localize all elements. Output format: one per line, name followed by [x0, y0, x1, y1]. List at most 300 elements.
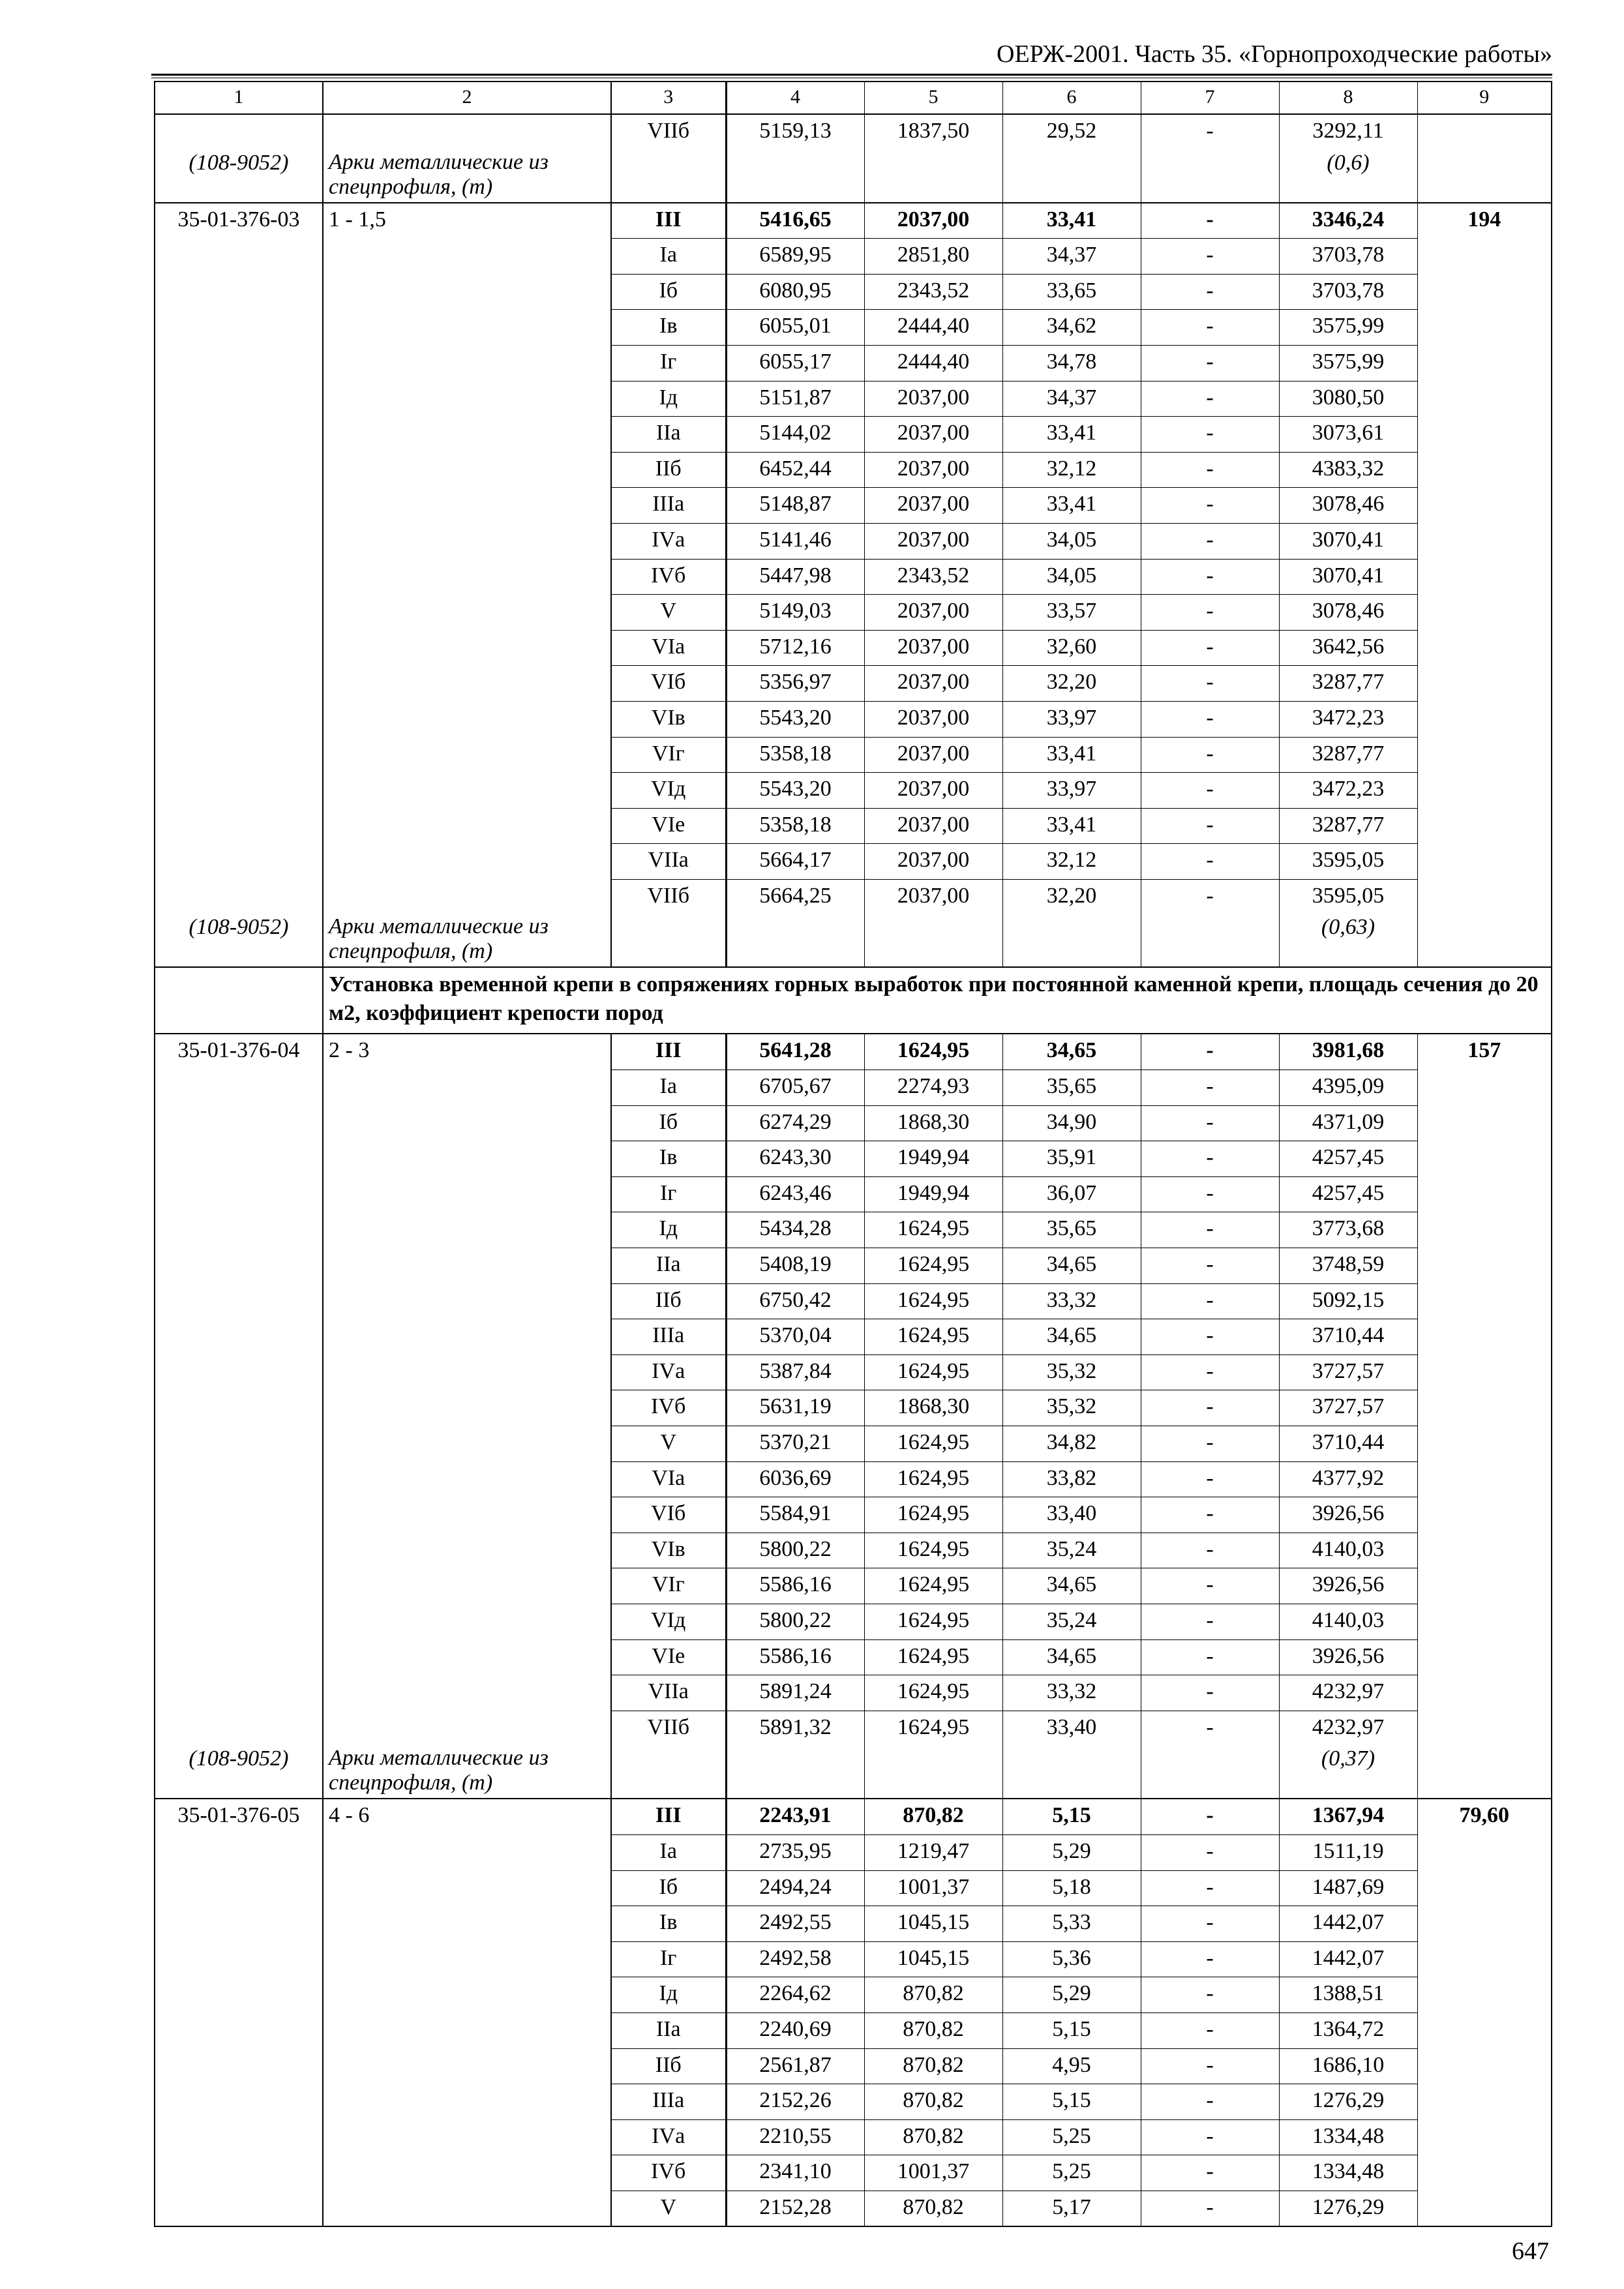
rate-code	[155, 559, 323, 595]
empty-cell	[1141, 1746, 1279, 1799]
direct-costs: 6055,01	[726, 310, 864, 346]
machine-operation: 32,12	[1002, 452, 1141, 488]
machine-operation: 33,82	[1002, 1461, 1141, 1497]
table-row	[155, 1977, 1552, 2013]
machine-operation: 33,41	[1002, 203, 1141, 239]
wages: 1949,94	[864, 1176, 1002, 1212]
rate-code	[155, 1283, 323, 1319]
materials: 1487,69	[1279, 1870, 1417, 1906]
labor-cost	[1417, 666, 1552, 702]
wages: 870,82	[864, 1977, 1002, 2013]
labor-cost	[1417, 2012, 1552, 2048]
materials: 4257,45	[1279, 1176, 1417, 1212]
zone-code: VIб	[611, 666, 726, 702]
wages: 1624,95	[864, 1568, 1002, 1604]
rock-hardness	[323, 595, 611, 631]
rock-hardness	[323, 1639, 611, 1675]
machinists-wages: -	[1141, 1906, 1279, 1942]
zone-code: IIб	[611, 2048, 726, 2084]
empty-cell	[611, 914, 726, 967]
wages: 2444,40	[864, 345, 1002, 381]
materials: 4232,97	[1279, 1675, 1417, 1711]
zone-code: V	[611, 595, 726, 631]
rock-hardness	[323, 2191, 611, 2226]
zone-code: IVа	[611, 1354, 726, 1390]
page-header-title: ОЕРЖ-2001. Часть 35. «Горнопроходческие работы»	[997, 40, 1552, 68]
rate-code	[155, 844, 323, 880]
labor-cost	[1417, 1675, 1552, 1711]
direct-costs: 5543,20	[726, 701, 864, 737]
machine-operation: 5,36	[1002, 1941, 1141, 1977]
wages: 1624,95	[864, 1604, 1002, 1639]
materials: 3575,99	[1279, 345, 1417, 381]
machinists-wages: -	[1141, 1176, 1279, 1212]
machinists-wages: -	[1141, 1497, 1279, 1533]
wages: 1624,95	[864, 1034, 1002, 1070]
wages: 1624,95	[864, 1212, 1002, 1248]
direct-costs: 6705,67	[726, 1070, 864, 1106]
materials: 3073,61	[1279, 417, 1417, 453]
column-number: 9	[1417, 82, 1552, 114]
wages: 2037,00	[864, 417, 1002, 453]
rate-code	[155, 1675, 323, 1711]
zone-code: IVб	[611, 2155, 726, 2191]
direct-costs: 5631,19	[726, 1390, 864, 1426]
materials: 3346,24	[1279, 203, 1417, 239]
wages: 1219,47	[864, 1834, 1002, 1870]
table-row	[155, 1711, 1552, 1746]
labor-cost	[1417, 1426, 1552, 1462]
machinists-wages: -	[1141, 773, 1279, 809]
materials: 3070,41	[1279, 559, 1417, 595]
rock-hardness	[323, 417, 611, 453]
zone-code: VIIа	[611, 1675, 726, 1711]
zone-code: Iа	[611, 239, 726, 275]
wages: 2037,00	[864, 452, 1002, 488]
labor-cost	[1417, 274, 1552, 310]
rock-hardness	[323, 1870, 611, 1906]
wages: 2444,40	[864, 310, 1002, 346]
direct-costs: 2152,28	[726, 2191, 864, 2226]
rock-hardness	[323, 1461, 611, 1497]
labor-cost	[1417, 737, 1552, 773]
direct-costs: 5370,04	[726, 1319, 864, 1355]
machinists-wages: -	[1141, 808, 1279, 844]
zone-code: Iб	[611, 1870, 726, 1906]
page-number: 647	[1512, 2237, 1549, 2265]
zone-code: VIе	[611, 808, 726, 844]
rate-code	[155, 1319, 323, 1355]
wages: 2037,00	[864, 630, 1002, 666]
machinists-wages: -	[1141, 274, 1279, 310]
column-number: 1	[155, 82, 323, 114]
machine-operation: 34,65	[1002, 1639, 1141, 1675]
table-row	[155, 1834, 1552, 1870]
materials: 1334,48	[1279, 2155, 1417, 2191]
machine-operation: 34,65	[1002, 1568, 1141, 1604]
machinists-wages: -	[1141, 595, 1279, 631]
rock-hardness	[323, 1711, 611, 1746]
rate-code	[155, 452, 323, 488]
rock-hardness	[323, 2119, 611, 2155]
rock-hardness	[323, 1283, 611, 1319]
machine-operation: 35,24	[1002, 1533, 1141, 1568]
empty-cell	[726, 150, 864, 203]
machine-operation: 33,41	[1002, 737, 1141, 773]
table-row	[155, 310, 1552, 346]
table-row	[155, 488, 1552, 524]
empty-cell	[1002, 914, 1141, 967]
machinists-wages: -	[1141, 417, 1279, 453]
wages: 1837,50	[864, 114, 1002, 150]
machine-operation: 32,20	[1002, 879, 1141, 914]
wages: 2274,93	[864, 1070, 1002, 1106]
materials: 3703,78	[1279, 274, 1417, 310]
machinists-wages: -	[1141, 2119, 1279, 2155]
machine-operation: 5,25	[1002, 2119, 1141, 2155]
rate-code	[155, 523, 323, 559]
machine-operation: 34,37	[1002, 239, 1141, 275]
direct-costs: 2561,87	[726, 2048, 864, 2084]
direct-costs: 2492,55	[726, 1906, 864, 1942]
wages: 2343,52	[864, 559, 1002, 595]
machine-operation: 34,82	[1002, 1426, 1141, 1462]
zone-code: Iа	[611, 1070, 726, 1106]
labor-cost	[1417, 879, 1552, 914]
rock-hardness	[323, 1426, 611, 1462]
labor-cost	[1417, 2191, 1552, 2226]
zone-code: IIIа	[611, 488, 726, 524]
rock-hardness	[323, 1977, 611, 2013]
machine-operation: 5,15	[1002, 1799, 1141, 1834]
direct-costs: 6055,17	[726, 345, 864, 381]
resource-code: (108-9052)	[155, 150, 323, 203]
rate-code	[155, 1906, 323, 1942]
wages: 1868,30	[864, 1390, 1002, 1426]
resource-quantity: (0,37)	[1279, 1746, 1417, 1799]
labor-cost	[1417, 701, 1552, 737]
direct-costs: 2735,95	[726, 1834, 864, 1870]
zone-code: III	[611, 1799, 726, 1834]
direct-costs: 6080,95	[726, 274, 864, 310]
machinists-wages: -	[1141, 737, 1279, 773]
table-row	[155, 701, 1552, 737]
rock-hardness	[323, 666, 611, 702]
labor-cost	[1417, 1105, 1552, 1141]
rock-hardness	[323, 1176, 611, 1212]
rate-code	[155, 595, 323, 631]
machine-operation: 35,32	[1002, 1390, 1141, 1426]
machine-operation: 33,40	[1002, 1711, 1141, 1746]
rate-code	[155, 1834, 323, 1870]
machine-operation: 32,20	[1002, 666, 1141, 702]
labor-cost	[1417, 844, 1552, 880]
labor-cost	[1417, 1390, 1552, 1426]
table-row	[155, 2048, 1552, 2084]
rock-hardness	[323, 701, 611, 737]
machinists-wages: -	[1141, 1834, 1279, 1870]
wages: 870,82	[864, 2012, 1002, 2048]
rate-code	[155, 1105, 323, 1141]
direct-costs: 5356,97	[726, 666, 864, 702]
machine-operation: 32,12	[1002, 844, 1141, 880]
wages: 2343,52	[864, 274, 1002, 310]
direct-costs: 5358,18	[726, 737, 864, 773]
wages: 2037,00	[864, 203, 1002, 239]
rock-hardness	[323, 773, 611, 809]
machine-operation: 35,24	[1002, 1604, 1141, 1639]
section-heading: Установка временной крепи в сопряжениях горных выработок при постоянной каменной крепи, площадь сечения до 20 м2, коэффициент крепости пород	[323, 967, 1552, 1034]
rock-hardness	[323, 310, 611, 346]
labor-cost	[1417, 2084, 1552, 2120]
machine-operation: 33,32	[1002, 1675, 1141, 1711]
labor-cost	[1417, 114, 1552, 150]
empty-cell	[1141, 914, 1279, 967]
rate-code	[155, 1568, 323, 1604]
labor-cost	[1417, 310, 1552, 346]
table-row	[155, 630, 1552, 666]
resource-quantity: (0,63)	[1279, 914, 1417, 967]
wages: 1624,95	[864, 1248, 1002, 1284]
rate-code	[155, 1870, 323, 1906]
machine-operation: 35,65	[1002, 1070, 1141, 1106]
machinists-wages: -	[1141, 1977, 1279, 2013]
column-number: 8	[1279, 82, 1417, 114]
materials: 3748,59	[1279, 1248, 1417, 1284]
direct-costs: 5370,21	[726, 1426, 864, 1462]
machinists-wages: -	[1141, 1426, 1279, 1462]
empty-cell	[611, 150, 726, 203]
column-number: 2	[323, 82, 611, 114]
rate-code	[155, 1070, 323, 1106]
direct-costs: 5416,65	[726, 203, 864, 239]
materials: 3727,57	[1279, 1354, 1417, 1390]
zone-code: V	[611, 2191, 726, 2226]
labor-cost	[1417, 1834, 1552, 1870]
rate-code	[155, 630, 323, 666]
column-number: 5	[864, 82, 1002, 114]
empty-cell	[611, 1746, 726, 1799]
labor-cost	[1417, 417, 1552, 453]
wages: 1001,37	[864, 2155, 1002, 2191]
materials: 3287,77	[1279, 666, 1417, 702]
direct-costs: 5543,20	[726, 773, 864, 809]
labor-cost	[1417, 1977, 1552, 2013]
wages: 1624,95	[864, 1639, 1002, 1675]
direct-costs: 5434,28	[726, 1212, 864, 1248]
rock-hardness	[323, 1568, 611, 1604]
table-row	[155, 345, 1552, 381]
table-row	[155, 1675, 1552, 1711]
rock-hardness	[323, 274, 611, 310]
machinists-wages: -	[1141, 666, 1279, 702]
machine-operation: 34,65	[1002, 1319, 1141, 1355]
rate-code	[155, 1426, 323, 1462]
wages: 2037,00	[864, 381, 1002, 417]
resource-name: Арки металлические из спецпрофиля, (т)	[323, 150, 611, 203]
labor-cost	[1417, 595, 1552, 631]
machinists-wages: -	[1141, 2084, 1279, 2120]
wages: 1624,95	[864, 1426, 1002, 1462]
machinists-wages: -	[1141, 114, 1279, 150]
materials: 3080,50	[1279, 381, 1417, 417]
machinists-wages: -	[1141, 1141, 1279, 1177]
direct-costs: 5148,87	[726, 488, 864, 524]
rate-code	[155, 1390, 323, 1426]
table-row	[155, 844, 1552, 880]
machinists-wages: -	[1141, 559, 1279, 595]
wages: 870,82	[864, 2191, 1002, 2226]
materials: 1442,07	[1279, 1906, 1417, 1942]
section-heading-row	[155, 967, 1552, 1034]
rock-hardness	[323, 239, 611, 275]
materials: 3595,05	[1279, 844, 1417, 880]
machinists-wages: -	[1141, 1248, 1279, 1284]
rock-hardness	[323, 1941, 611, 1977]
rock-hardness	[323, 808, 611, 844]
materials: 3981,68	[1279, 1034, 1417, 1070]
labor-cost	[1417, 1283, 1552, 1319]
table-row	[155, 2191, 1552, 2226]
machinists-wages: -	[1141, 310, 1279, 346]
machinists-wages: -	[1141, 630, 1279, 666]
wages: 1624,95	[864, 1319, 1002, 1355]
zone-code: IIб	[611, 452, 726, 488]
labor-cost: 79,60	[1417, 1799, 1552, 1834]
machine-operation: 34,62	[1002, 310, 1141, 346]
rate-code	[155, 1176, 323, 1212]
wages: 2037,00	[864, 523, 1002, 559]
machinists-wages: -	[1141, 345, 1279, 381]
zone-code: VIв	[611, 1533, 726, 1568]
rock-hardness: 4 - 6	[323, 1799, 611, 1834]
wages: 2037,00	[864, 808, 1002, 844]
materials: 4257,45	[1279, 1141, 1417, 1177]
table-row	[155, 1034, 1552, 1070]
materials: 1334,48	[1279, 2119, 1417, 2155]
labor-cost	[1417, 1711, 1552, 1746]
table-row	[155, 2155, 1552, 2191]
machinists-wages: -	[1141, 2155, 1279, 2191]
resource-name: Арки металлические из спецпрофиля, (т)	[323, 914, 611, 967]
machinists-wages: -	[1141, 701, 1279, 737]
table-body	[155, 82, 1552, 2226]
rate-code	[155, 773, 323, 809]
labor-cost	[1417, 1870, 1552, 1906]
rock-hardness	[323, 114, 611, 150]
table-row	[155, 523, 1552, 559]
rate-code	[155, 1248, 323, 1284]
rate-code	[155, 1141, 323, 1177]
wages: 1949,94	[864, 1141, 1002, 1177]
materials: 3287,77	[1279, 808, 1417, 844]
direct-costs: 5387,84	[726, 1354, 864, 1390]
zone-code: Iв	[611, 310, 726, 346]
rock-hardness: 1 - 1,5	[323, 203, 611, 239]
rock-hardness: 2 - 3	[323, 1034, 611, 1070]
rate-code	[155, 1604, 323, 1639]
rate-code	[155, 2191, 323, 2226]
machine-operation: 33,65	[1002, 274, 1141, 310]
zone-code: IVб	[611, 1390, 726, 1426]
empty-cell	[1417, 150, 1552, 203]
rate-code	[155, 701, 323, 737]
rock-hardness	[323, 2048, 611, 2084]
rate-code	[155, 808, 323, 844]
direct-costs: 2243,91	[726, 1799, 864, 1834]
direct-costs: 6243,46	[726, 1176, 864, 1212]
materials: 3078,46	[1279, 488, 1417, 524]
table-row	[155, 2012, 1552, 2048]
table-row	[155, 381, 1552, 417]
labor-cost	[1417, 1141, 1552, 1177]
resource-quantity: (0,6)	[1279, 150, 1417, 203]
table-row	[155, 559, 1552, 595]
materials: 3070,41	[1279, 523, 1417, 559]
resource-row	[155, 150, 1552, 203]
wages: 1001,37	[864, 1870, 1002, 1906]
empty-cell	[1002, 1746, 1141, 1799]
machine-operation: 34,05	[1002, 559, 1141, 595]
labor-cost	[1417, 2119, 1552, 2155]
wages: 870,82	[864, 1799, 1002, 1834]
table-row	[155, 1141, 1552, 1177]
zone-code: VIд	[611, 1604, 726, 1639]
materials: 1686,10	[1279, 2048, 1417, 2084]
direct-costs: 5586,16	[726, 1639, 864, 1675]
table-row	[155, 1390, 1552, 1426]
machinists-wages: -	[1141, 1354, 1279, 1390]
table-row	[155, 1354, 1552, 1390]
machine-operation: 5,29	[1002, 1977, 1141, 2013]
materials: 5092,15	[1279, 1283, 1417, 1319]
table-row	[155, 114, 1552, 150]
materials: 3703,78	[1279, 239, 1417, 275]
labor-cost	[1417, 1176, 1552, 1212]
rock-hardness	[323, 1070, 611, 1106]
rock-hardness	[323, 737, 611, 773]
table-row	[155, 595, 1552, 631]
machinists-wages: -	[1141, 1941, 1279, 1977]
wages: 870,82	[864, 2084, 1002, 2120]
direct-costs: 2492,58	[726, 1941, 864, 1977]
table-row	[155, 1799, 1552, 1834]
rate-code	[155, 310, 323, 346]
materials: 4232,97	[1279, 1711, 1417, 1746]
labor-cost	[1417, 630, 1552, 666]
table-row	[155, 1941, 1552, 1977]
materials: 3926,56	[1279, 1639, 1417, 1675]
machine-operation: 34,37	[1002, 381, 1141, 417]
wages: 1045,15	[864, 1906, 1002, 1942]
zone-code: Iд	[611, 1977, 726, 2013]
wages: 1624,95	[864, 1675, 1002, 1711]
rock-hardness	[323, 523, 611, 559]
rates-table	[154, 81, 1552, 2227]
labor-cost: 157	[1417, 1034, 1552, 1070]
rate-code	[155, 1212, 323, 1248]
zone-code: VIг	[611, 1568, 726, 1604]
zone-code: Iа	[611, 1834, 726, 1870]
table-row	[155, 239, 1552, 275]
rock-hardness	[323, 879, 611, 914]
resource-code: (108-9052)	[155, 1746, 323, 1799]
rate-code	[155, 114, 323, 150]
materials: 1367,94	[1279, 1799, 1417, 1834]
zone-code: Iг	[611, 1941, 726, 1977]
machine-operation: 34,78	[1002, 345, 1141, 381]
zone-code: Iб	[611, 1105, 726, 1141]
